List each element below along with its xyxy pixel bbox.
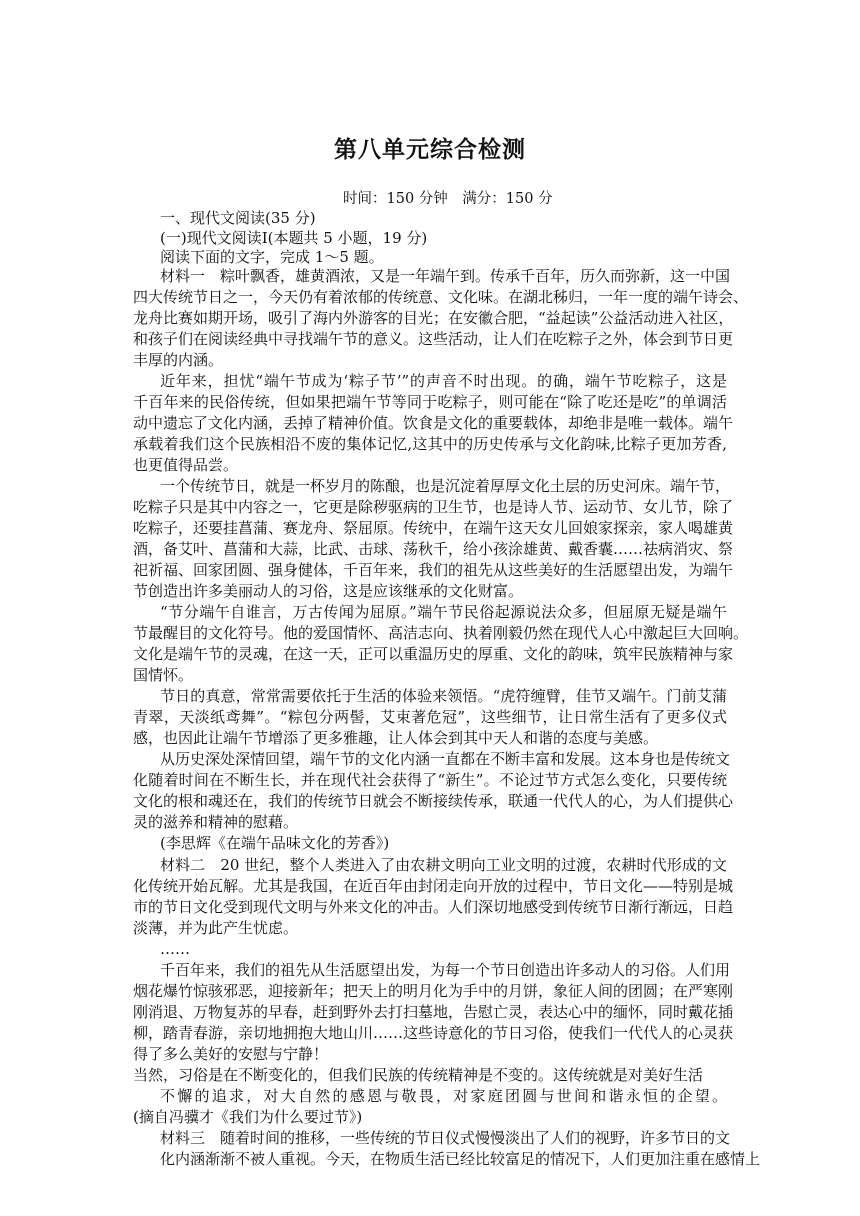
text-line: (李思辉《在端午品味文化的芳香》) — [160, 834, 390, 852]
text-line: 刚消退、万物复苏的早春，赶到野外去打扫墓地，告慰亡灵，表达心中的缅怀，同时戴花插 — [133, 1003, 734, 1021]
text-line: 文化的根和魂还在，我们的传统节日就会不断接续传承，联通一代代人的心，为人们提供心 — [133, 792, 734, 810]
text-line: 龙舟比赛如期开场，吸引了海内外游客的目光；在安徽合肥，“益起读”公益活动进入社区， — [133, 309, 734, 327]
text-line: 材料一 粽叶飘香，雄黄酒浓，又是一年端午到。传承千百年，历久而弥新，这一中国 — [160, 267, 731, 285]
text-line: 节日的真意，常常需要依托于生活的体验来领悟。“虎符缠臂，佳节又端午。门前艾蒲 — [160, 687, 727, 705]
text-line: 感，也因此让端午节增添了更多雅趣，让人体会到其中天人和谐的态度与美感。 — [133, 729, 659, 747]
text-line: 和孩子们在阅读经典中寻找端午节的意义。这些活动，让人们在吃粽子之外，体会到节日更 — [133, 330, 734, 348]
text-line: 动中遗忘了文化内涵，丢掉了精神价值。饮食是文化的重要载体，却绝非是唯一载体。端午 — [133, 414, 734, 432]
text-line: 节创造出许多美丽动人的习俗，这是应该继承的文化财富。 — [133, 582, 524, 600]
page-title: 第八单元综合检测 — [334, 137, 526, 163]
text-line: 材料二 20 世纪，整个人类进入了由农耕文明向工业文明的过渡，农耕时代形成的文 — [160, 856, 727, 874]
text-line: 一、现代文阅读(35 分) — [160, 209, 316, 227]
text-line: (摘自冯骥才《我们为什么要过节》) — [133, 1108, 363, 1126]
text-line: 淡薄，并为此产生忧虑。 — [133, 919, 299, 937]
text-line: “节分端午自谁言，万古传闻为屈原。”端午节民俗起源说法众多，但屈原无疑是端午 — [160, 603, 727, 621]
text-line: 四大传统节日之一，今天仍有着浓郁的传统意、文化味。在湖北秭归，一年一度的端午诗会、 — [133, 288, 749, 306]
text-line: 青翠，天淡纸鸢舞”。“粽包分两髻，艾束著危冠”，这些细节，让日常生活有了更多仪式 — [133, 708, 727, 726]
text-line: 酒，备艾叶、菖蒲和大蒜，比武、击球、荡秋千，给小孩涂雄黄、戴香囊……祛病消灾、祭 — [133, 540, 734, 558]
text-line: 化内涵渐渐不被人重视。今天，在物质生活已经比较富足的情况下，人们更加注重在感情上 — [160, 1150, 761, 1168]
text-line: 千百年来的民俗传统，但如果把端午节等同于吃粽子，则可能在“除了吃还是吃”的单调活 — [133, 393, 727, 411]
text-line: 当然，习俗是在不断变化的，但我们民族的传统精神是不变的。这传统就是对美好生活 — [133, 1066, 704, 1084]
text-line: 市的节日文化受到现代文明与外来文化的冲击。人们深切地感受到传统节日渐行渐远，日趋 — [133, 898, 734, 916]
exam-meta: 时间：150 分钟 满分：150 分 — [343, 191, 553, 207]
text-line: 节最醒目的文化符号。他的爱国情怀、高洁志向、执着刚毅仍然在现代人心中激起巨大回响。 — [133, 624, 749, 642]
text-line: 化传统开始瓦解。尤其是我国，在近百年由封闭走向开放的过程中，节日文化——特别是城 — [133, 877, 734, 895]
text-line: 近年来，担忧“端午节成为‘粽子节’”的声音不时出现。的确，端午节吃粽子，这是 — [160, 372, 727, 390]
text-line: 千百年来，我们的祖先从生活愿望出发，为每一个节日创造出许多动人的习俗。人们用 — [160, 961, 731, 979]
text-line: 柳，踏青春游，亲切地拥抱大地山川……这些诗意化的节日习俗，使我们一代代人的心灵获 — [133, 1024, 734, 1042]
text-line: 不懈的追求，对大自然的感恩与敬畏，对家庭团圆与世间和谐永恒的企望。 — [160, 1087, 727, 1105]
text-line: 承载着我们这个民族相沿不废的集体记忆,这其中的历史传承与文化韵味,比粽子更加芳香, — [133, 435, 727, 453]
text-line: 化随着时间在不断生长，并在现代社会获得了“新生”。不论过节方式怎么变化，只要传统 — [133, 771, 727, 789]
text-line: 吃粽子只是其中内容之一，它更是除秽驱病的卫生节，也是诗人节、运动节、女儿节，除了 — [133, 498, 734, 516]
text-line: 从历史深处深情回望，端午节的文化内涵一直都在不断丰富和发展。这本身也是传统文 — [160, 750, 731, 768]
text-line: 材料三 随着时间的推移，一些传统的节日仪式慢慢淡出了人们的视野，许多节日的文 — [160, 1129, 731, 1147]
text-line: 吃粽子，还要挂菖蒲、赛龙舟、祭屈原。传统中，在端午这天女儿回娘家探亲，家人喝雄黄 — [133, 519, 734, 537]
text-line: 一个传统节日，就是一杯岁月的陈酿，也是沉淀着厚厚文化土层的历史河床。端午节， — [160, 477, 731, 495]
text-line: …… — [160, 940, 190, 958]
text-line: 灵的滋养和精神的慰藉。 — [133, 813, 299, 831]
text-line: 文化是端午节的灵魂，在这一天，正可以重温历史的厚重、文化的韵味，筑牢民族精神与家 — [133, 645, 734, 663]
text-line: 得了多么美好的安慰与宁静！ — [133, 1045, 329, 1063]
text-line: (一)现代文阅读Ⅰ(本题共 5 小题，19 分) — [160, 229, 428, 247]
text-line: 祀祈福、回家团圆、强身健体，千百年来，我们的祖先从这些美好的生活愿望出发，为端午 — [133, 561, 734, 579]
text-line: 国情怀。 — [133, 666, 194, 684]
text-line: 烟花爆竹惊骇邪恶，迎接新年；把天上的明月化为手中的月饼，象征人间的团圆；在严寒刚 — [133, 982, 734, 1000]
text-line: 阅读下面的文字，完成 1～5 题。 — [160, 248, 384, 266]
text-line: 也更值得品尝。 — [133, 456, 239, 474]
text-line: 丰厚的内涵。 — [133, 351, 224, 369]
